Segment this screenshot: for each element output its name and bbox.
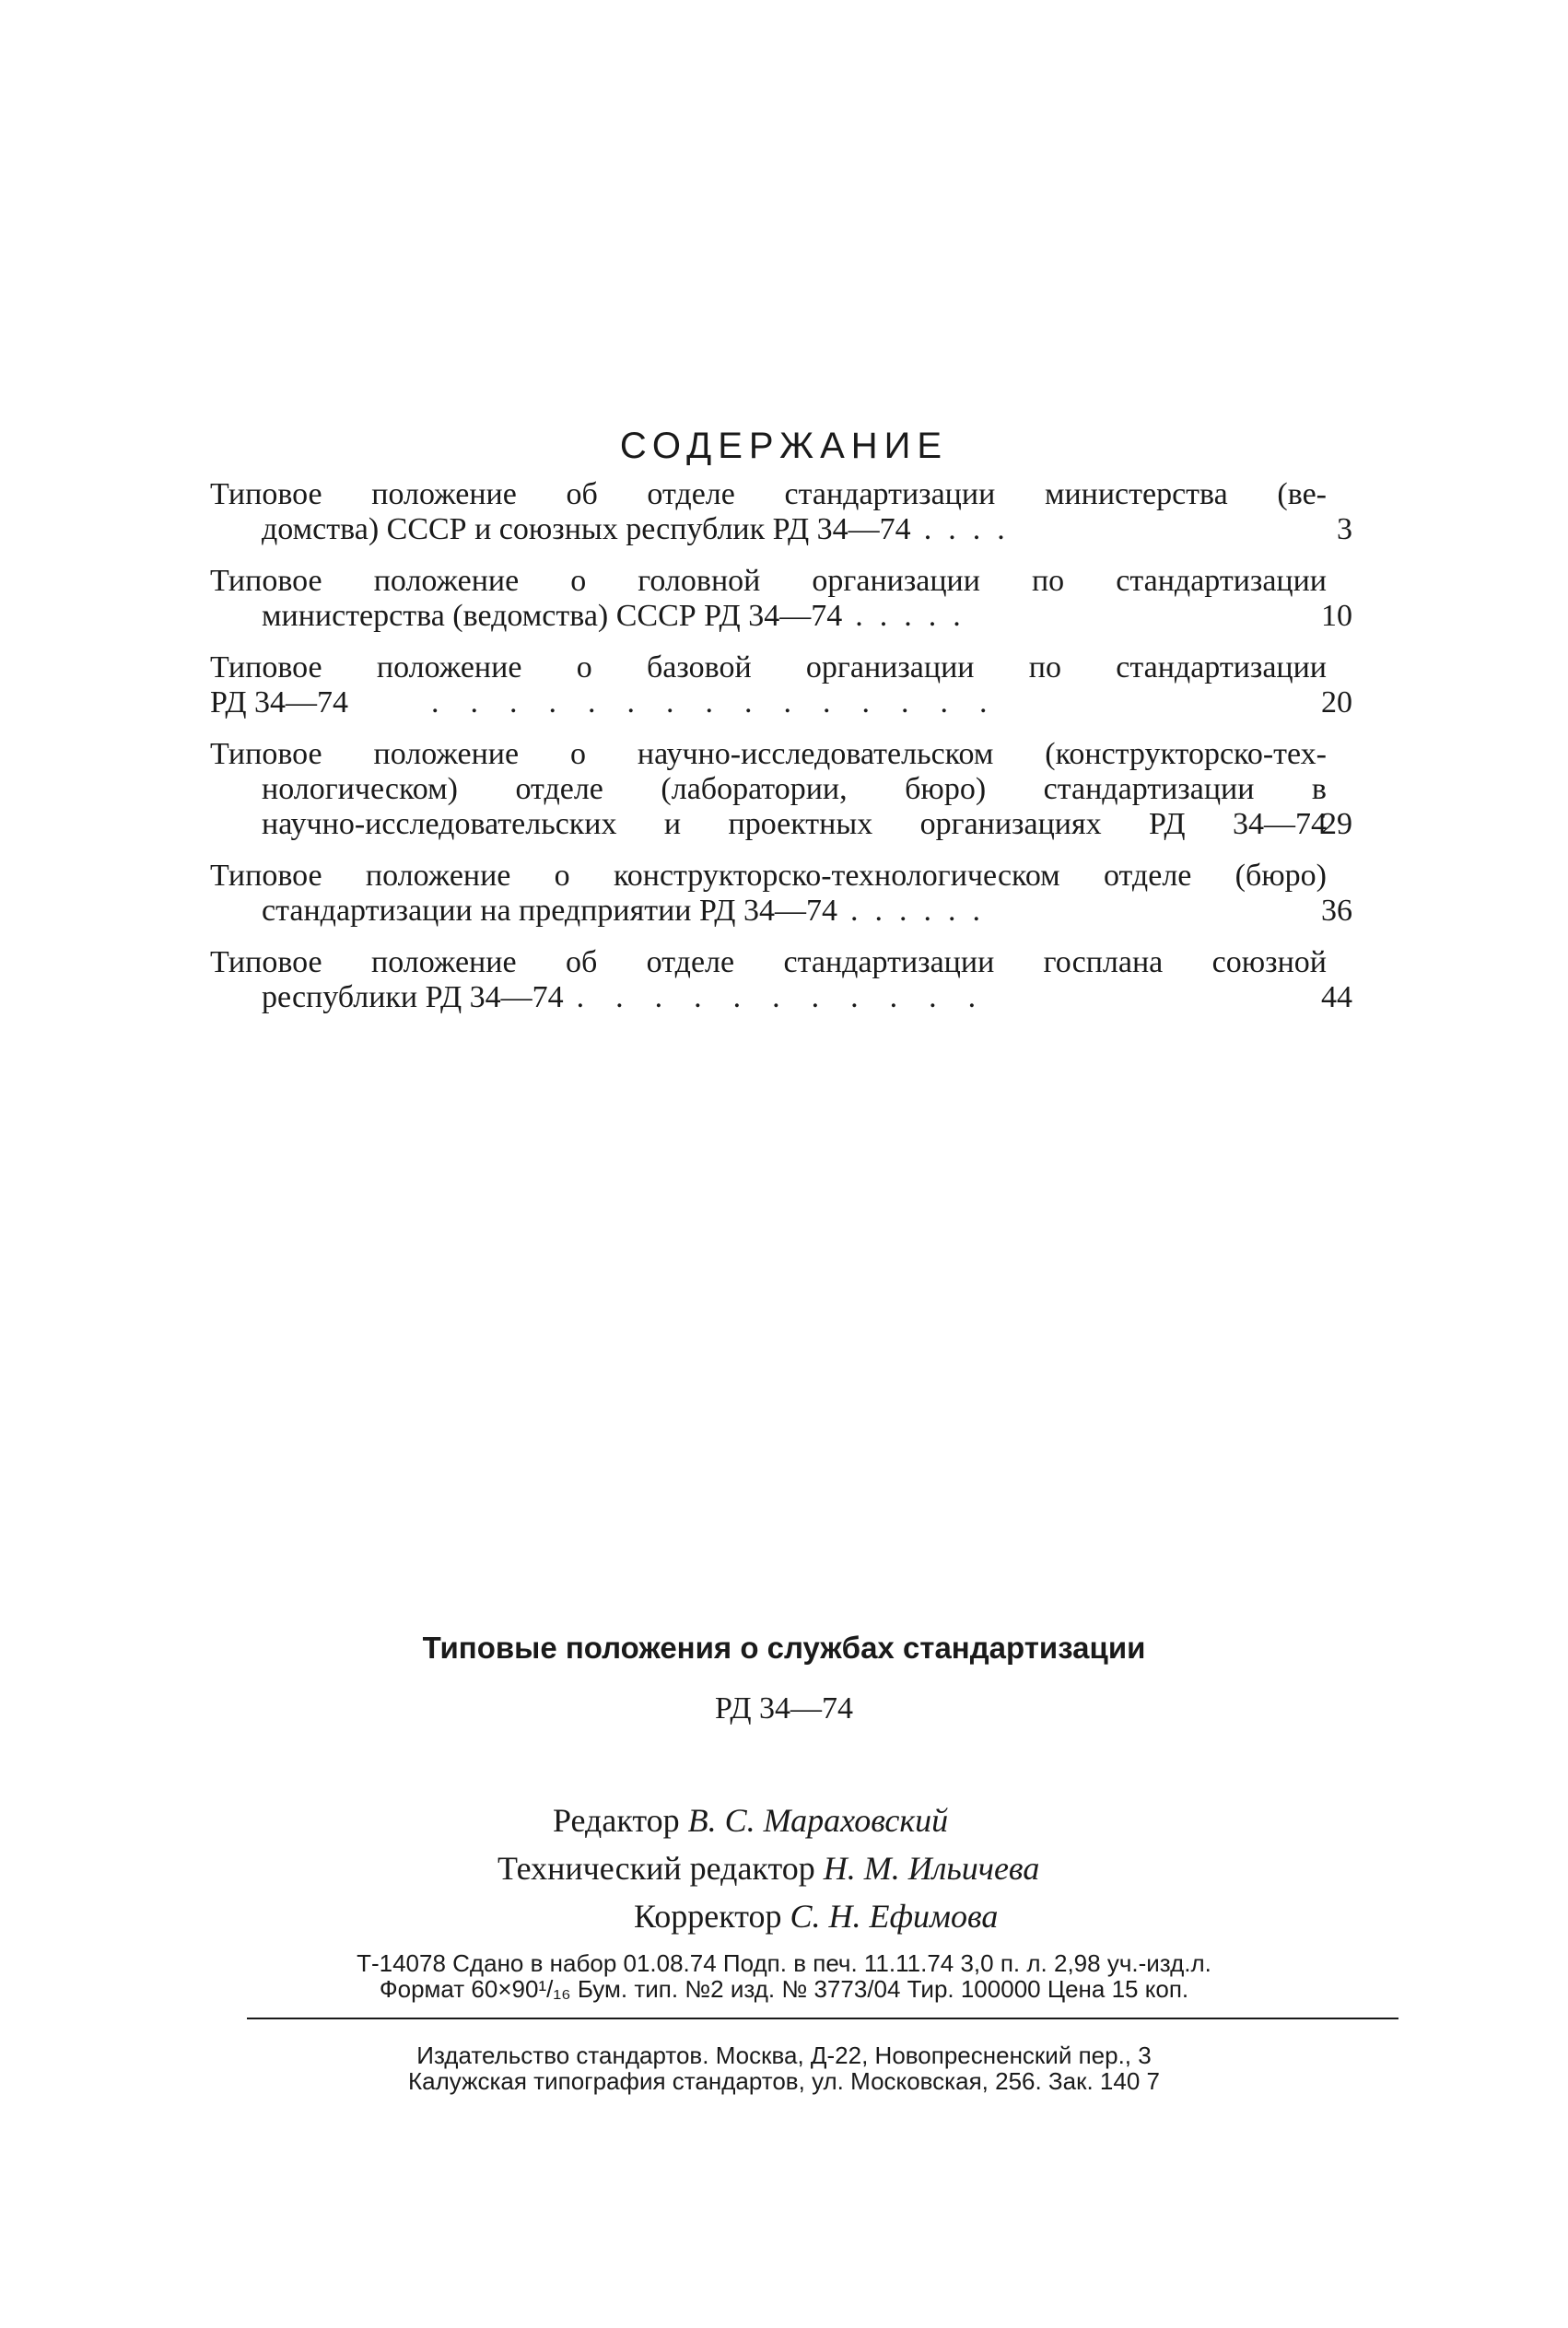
toc-entry-line: Типовое положение о базовой организации по стандартизации — [210, 650, 1327, 684]
toc-page-number: 29 — [1321, 807, 1352, 841]
document-code: РД 34—74 — [714, 1691, 854, 1726]
publisher-line: Калужская типография стандартов, ул. Московская, 256. Зак. 140 7 — [408, 2067, 1160, 2095]
imprint-line: Т-14078 Сдано в набор 01.08.74 Подп. в печ. 11.11.74 3,0 п. л. 2,98 уч.-изд.л. — [357, 1949, 1211, 1977]
toc-page-number: 44 — [1321, 980, 1352, 1014]
toc-page-number: 3 — [1337, 512, 1352, 546]
toc-page-number: 10 — [1321, 599, 1352, 633]
toc-page-number: 36 — [1321, 894, 1352, 928]
credit-name: Н. М. Ильичева — [823, 1850, 1040, 1887]
table-of-contents — [210, 477, 1352, 1032]
publisher-line: Издательство стандартов. Москва, Д-22, Новопресненский пер., 3 — [416, 2041, 1152, 2069]
credit-role: Корректор — [634, 1898, 782, 1935]
toc-entry-line: Типовое положение о головной организации по стандартизации — [210, 564, 1327, 598]
credit-editor — [553, 1796, 948, 1844]
toc-entry-line: научно-исследовательских и проектных организациях РД 34—74 — [262, 807, 1327, 841]
toc-entry-line: Типовое положение о научно-исследовательском (конструкторско-тех- — [210, 737, 1327, 771]
toc-entry-line: республики РД 34—74 ........... — [262, 980, 1008, 1014]
toc-entry[interactable] — [210, 564, 1352, 634]
toc-entry[interactable] — [210, 945, 1352, 1015]
toc-entry-line: РД 34—74 ............... — [210, 685, 1019, 719]
toc-entry[interactable] — [210, 859, 1352, 929]
toc-heading: СОДЕРЖАНИЕ — [619, 426, 949, 466]
imprint-line: Формат 60×90¹/₁₆ Бум. тип. №2 изд. № 3773/04 Тир. 100000 Цена 15 коп. — [379, 1975, 1189, 2003]
toc-entry-line: министерства (ведомства) СССР РД 34—74 ..... — [262, 599, 977, 633]
toc-entry[interactable] — [210, 477, 1352, 547]
toc-entry[interactable] — [210, 650, 1352, 720]
toc-entry-line: нологическом) отделе (лаборатории, бюро) стандартизации в — [262, 772, 1327, 806]
document-title: Типовые положения о службах стандартизации — [422, 1631, 1146, 1665]
toc-entry-line: Типовое положение о конструкторско-технологическом отделе (бюро) — [210, 859, 1327, 893]
toc-entry-line: Типовое положение об отделе стандартизации госплана союзной — [210, 945, 1327, 979]
credit-role: Редактор — [553, 1802, 680, 1839]
credit-technical-editor — [497, 1844, 1039, 1892]
credit-name: С. Н. Ефимова — [790, 1898, 999, 1935]
toc-entry[interactable] — [210, 737, 1352, 842]
credit-name: В. С. Мараховский — [687, 1802, 949, 1839]
toc-entry-line: домства) СССР и союзных республик РД 34—74 .... — [262, 512, 1022, 546]
toc-entry-line: Типовое положение об отделе стандартизации министерства (ве- — [210, 477, 1327, 511]
divider — [247, 2018, 1398, 2019]
credit-role: Технический редактор — [497, 1850, 815, 1887]
toc-page-number: 20 — [1321, 685, 1352, 719]
credit-proofreader — [634, 1892, 998, 1940]
toc-entry-line: стандартизации на предприятии РД 34—74 ...... — [262, 894, 997, 928]
